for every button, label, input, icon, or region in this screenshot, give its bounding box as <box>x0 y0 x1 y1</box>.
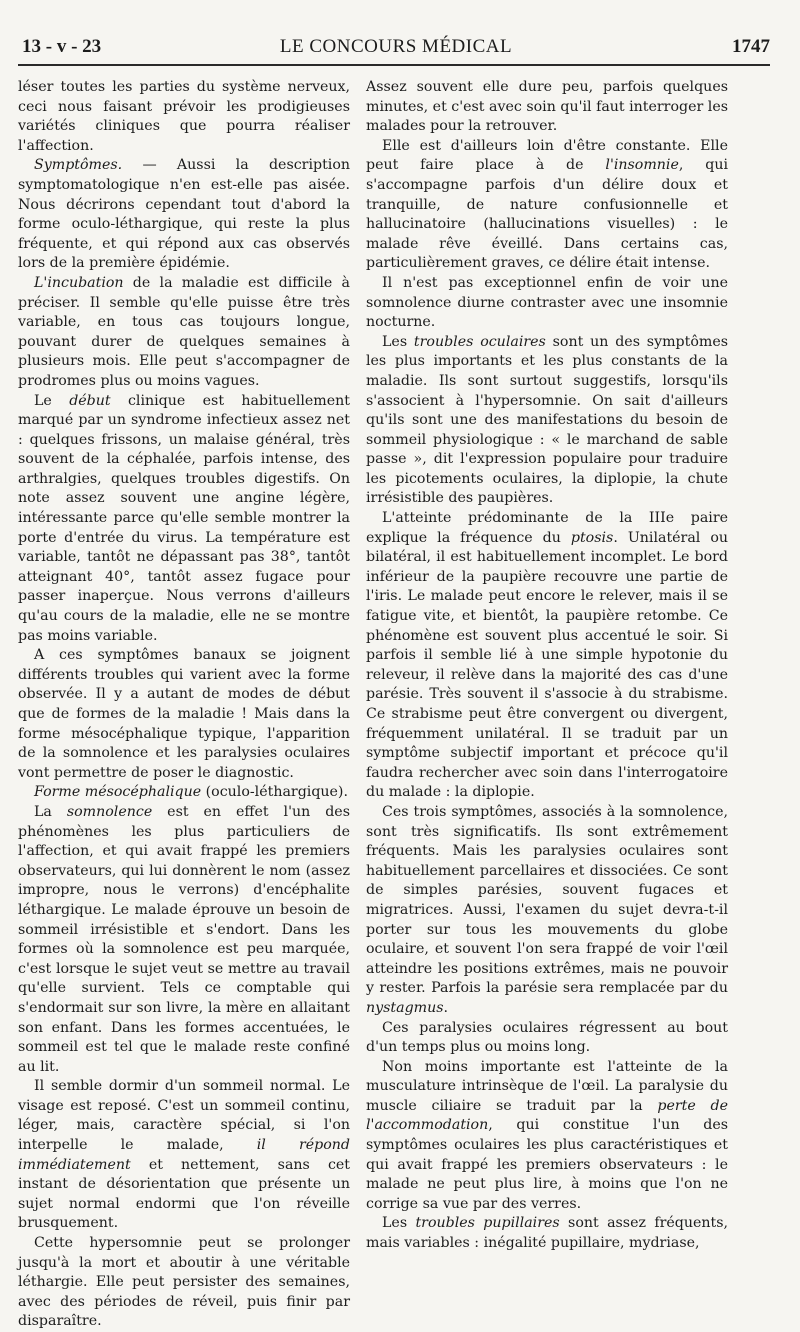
paragraph: Il n'est pas exceptionnel enfin de voir une somnolence diurne contraster avec une insomnie nocturne. <box>366 274 728 331</box>
paragraph: L'incubation de la maladie est difficile à préciser. Il semble qu'elle puisse être très variable, en tous cas toujours longue, pouvant durer de quelques semaines à plusieurs mois. Elle peut s'accompagner de prodromes plus ou moins vagues. <box>18 274 350 389</box>
paragraph: Ces paralysies oculaires régressent au bout d'un temps plus ou moins long. <box>366 1019 728 1056</box>
header-rule <box>18 64 770 66</box>
right-column <box>366 78 728 1254</box>
paragraph: léser toutes les parties du système nerveux, ceci nous faisant prévoir les prodigieuses variétés cliniques que pourra réaliser l'affection. <box>18 79 350 154</box>
paragraph: A ces symptômes banaux se joignent différents troubles qui varient avec la forme observée. Il y a autant de modes de début que de formes de la maladie ! Mais dans la forme mésocéphalique typique, l'apparition de la somnolence et les paralysies oculaires vont permettre de poser le diagnostic. <box>18 647 350 781</box>
page-header <box>22 30 770 60</box>
issue-date: 13 - v - 23 <box>22 36 102 57</box>
paragraph: Symptômes. — Aussi la description symptomatologique n'en est-elle pas aisée. Nous décrirons cependant tout d'abord la forme oculo-léthargique, qui reste la plus fréquente, et qui répond aux cas observés lors de la première épidémie. <box>18 157 350 272</box>
paragraph: Il semble dormir d'un sommeil normal. Le visage est reposé. C'est un sommeil continu, léger, mais, caractère spécial, si l'on interpelle le malade, il répond immédiatement et nettement, sans cet instant de désorientation que présente un sujet normal endormi que l'on réveille brusquement. <box>18 1078 350 1232</box>
paragraph: Non moins importante est l'atteinte de la musculature intrinsèque de l'œil. La paralysie du muscle ciliaire se traduit par la perte de l'accommodation, qui constitue l'un des symptômes oculaires les plus caractéristiques et qui avait frappé les premiers observateurs : le malade ne peut plus lire, à moins que l'on ne corrige sa vue par des verres. <box>366 1058 728 1212</box>
paragraph: Ces trois symptômes, associés à la somnolence, sont très significatifs. Ils sont extrêmement fréquents. Mais les paralysies oculaires sont habituellement parcellaires et dissociées. Ce sont de simples parésies, souvent fugaces et migratrices. Aussi, l'examen du sujet devra-t-il porter sur tous les mouvements du globe oculaire, et souvent l'on sera frappé de voir l'œil atteindre les positions extrêmes, mais ne pouvoir y rester. Parfois la parésie sera remplacée par du nystagmus. <box>366 803 728 1016</box>
left-column <box>18 78 350 1332</box>
paragraph: Les troubles pupillaires sont assez fréquents, mais variables : inégalité pupillaire, mydriase, <box>366 1215 728 1252</box>
page-number: 1747 <box>732 36 770 57</box>
journal-title: LE CONCOURS MÉDICAL <box>279 36 513 57</box>
paragraph: L'atteinte prédominante de la IIIe paire explique la fréquence du ptosis. Unilatéral ou bilatéral, il est habituellement incomplet. Le bord inférieur de la paupière recouvre une partie de l'iris. Le malade peut encore le relever, mais il se fatigue vite, et bientôt, la paupière retombe. Ce phénomène est souvent plus accentué le soir. Si parfois il semble lié à une simple hypotonie du releveur, il relève dans la majorité des cas d'une parésie. Très souvent il s'associe à du strabisme. Ce strabisme peut être convergent ou divergent, fréquemment unilatéral. Il se traduit par un symptôme subjectif important et précoce qu'il faudra rechercher avec soin dans l'interrogatoire du malade : la diplopie. <box>366 510 729 801</box>
paragraph: Elle est d'ailleurs loin d'être constante. Elle peut faire place à de l'insomnie, qui s'accompagne parfois d'un délire doux et tranquille, de nature confusionnelle et hallucinatoire (hallucinations visuelles) : le malade rêve éveillé. Dans certains cas, particulièrement graves, ce délire était intense. <box>366 137 729 272</box>
section-heading: Forme mésocéphalique (oculo-léthargique). <box>34 784 348 801</box>
paragraph: Les troubles oculaires sont un des symptômes les plus importants et les plus constants de la maladie. Ils sont surtout suggestifs, lorsqu'ils s'associent à l'hypersomnie. On sait d'ailleurs qu'ils sont une des manifestations du besoin de sommeil physiologique : « le marchand de sable passe », dit l'expression populaire pour traduire les picotements oculaires, la diplopie, la chute irrésistible des paupières. <box>366 333 728 507</box>
paragraph: La somnolence est en effet l'un des phénomènes les plus particuliers de l'affection, et qui avait frappé les premiers observateurs, qui lui donnèrent le nom (assez impropre, nous le verrons) d'encéphalite léthargique. Le malade éprouve un besoin de sommeil irrésistible et s'endort. Dans les formes où la somnolence est peu marquée, c'est lorsque le sujet veut se mettre au travail qu'elle survient. Tels ce comptable qui s'endormait sur son livre, la mère en allaitant son enfant. Dans les formes accentuées, le sommeil est tel que le malade reste confiné au lit. <box>18 803 350 1075</box>
paragraph: Le début clinique est habituellement marqué par un syndrome infectieux assez net : quelques frissons, un malaise général, très souvent de la céphalée, parfois intense, des arthralgies, quelques troubles digestifs. On note assez souvent une angine légère, intéressante parce qu'elle semble montrer la porte d'entrée du virus. La température est variable, tantôt ne dépassant pas 38°, tantôt atteignant 40°, tantôt assez fugace pour passer inaperçue. Nous verrons d'ailleurs qu'au cours de la maladie, elle ne se montre pas moins variable. <box>18 392 350 644</box>
paragraph: Assez souvent elle dure peu, parfois quelques minutes, et c'est avec soin qu'il faut interroger les malades pour la retrouver. <box>366 79 728 135</box>
paragraph: Cette hypersomnie peut se prolonger jusqu'à la mort et aboutir à une véritable léthargie. Elle peut persister des semaines, avec des périodes de réveil, puis finir par disparaître. <box>18 1235 350 1330</box>
